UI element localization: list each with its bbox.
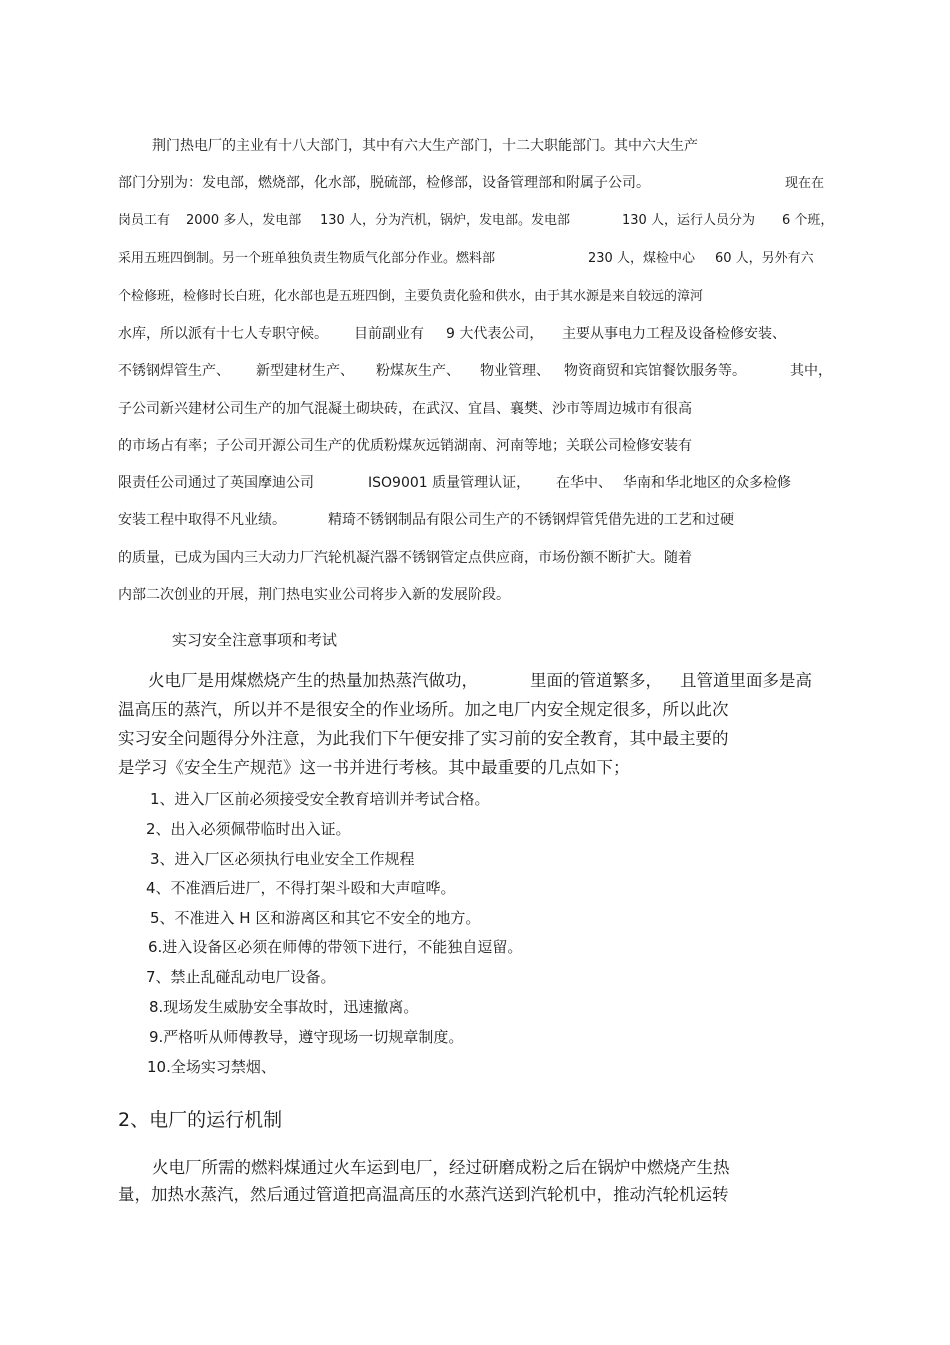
para1-line: 个检修班，检修时长白班，化水部也是五班四倒，主要负责化验和供水，由于其水源是来自较远的漳河 xyxy=(118,289,704,304)
text-span: 6 个班， xyxy=(782,213,834,228)
para2-line: 温高压的蒸汽，所以并不是很安全的作业场所。加之电厂内安全规定很多，所以此次 xyxy=(118,700,729,719)
para1-line: 荆门热电厂的主业有十八大部门，其中有六大生产部门，十二大职能部门。其中六大生产 xyxy=(152,138,698,154)
rule-item: 1、进入厂区前必须接受安全教育培训并考试合格。 xyxy=(150,790,490,808)
text-span: 岗员工有 xyxy=(118,213,171,228)
para2-line xyxy=(148,671,812,690)
para1-line xyxy=(118,326,786,342)
text-span: 水库，所以派有十七人专职守候。 xyxy=(118,326,328,342)
section-heading: 2、电厂的运行机制 xyxy=(118,1109,283,1131)
text-span: 物资商贸和宾馆餐饮服务等。 xyxy=(564,363,746,379)
rule-item: 7、禁止乱碰乱动电厂设备。 xyxy=(146,968,336,986)
text-span: 在华中、 xyxy=(556,475,612,491)
para1-line: 的质量，已成为国内三大动力厂汽轮机凝汽器不锈钢管定点供应商，市场份额不断扩大。随着 xyxy=(118,550,692,566)
text-span: 130 人，运行人员分为 xyxy=(622,213,755,228)
para1-line xyxy=(118,175,825,191)
para1-line xyxy=(118,363,832,379)
text-span: ISO9001 质量管理认证， xyxy=(368,475,531,491)
text-span: 主要从事电力工程及设备检修安装、 xyxy=(562,326,786,342)
text-span: 部门分别为：发电部，燃烧部，化水部，脱硫部，检修部，设备管理部和附属子公司。 xyxy=(118,175,650,191)
rule-item: 9.严格听从师傅教导，遵守现场一切规章制度。 xyxy=(149,1028,464,1046)
rule-item: 4、不准酒后进厂，不得打架斗殴和大声喧哗。 xyxy=(146,879,456,897)
text-span: 采用五班四倒制。另一个班单独负责生物质气化部分作业。燃料部 xyxy=(118,251,496,266)
para1-line xyxy=(118,251,814,266)
text-span: 物业管理、 xyxy=(480,363,550,379)
text-span: 2000 多人，发电部 xyxy=(186,213,302,228)
para1-line: 子公司新兴建材公司生产的加气混凝土砌块砖，在武汉、宜昌、襄樊、沙市等周边城市有很高 xyxy=(118,401,692,417)
rule-item: 6.进入设备区必须在师傅的带领下进行，不能独自逗留。 xyxy=(148,938,523,956)
text-span: 且管道里面多是高 xyxy=(680,671,812,690)
para1-line xyxy=(118,475,791,491)
para2-line: 是学习《安全生产规范》这一书并进行考核。其中最重要的几点如下； xyxy=(118,758,630,777)
text-span: 火电厂是用煤燃烧产生的热量加热蒸汽做功， xyxy=(148,671,478,690)
text-span: 现在在 xyxy=(785,176,825,191)
section-heading: 实习安全注意事项和考试 xyxy=(172,631,338,649)
para1-line xyxy=(118,512,734,528)
text-span: 目前副业有 xyxy=(354,326,424,342)
text-span: 安装工程中取得不凡业绩。 xyxy=(118,512,286,528)
rule-item: 10.全场实习禁烟、 xyxy=(147,1058,276,1076)
text-span: 华南和华北地区的众多检修 xyxy=(623,475,791,491)
para1-line xyxy=(118,213,834,228)
text-span: 新型建材生产、 xyxy=(256,363,354,379)
text-span: 9 大代表公司， xyxy=(446,326,544,342)
text-span: 粉煤灰生产、 xyxy=(376,363,460,379)
text-span: 限责任公司通过了英国摩迪公司 xyxy=(118,475,314,491)
text-span: 130 人，分为汽机，锅炉，发电部。发电部 xyxy=(320,213,570,228)
text-span: 里面的管道繁多， xyxy=(530,671,662,690)
para1-line: 的市场占有率；子公司开源公司生产的优质粉煤灰远销湖南、河南等地；关联公司检修安装有 xyxy=(118,438,692,454)
rule-item: 8.现场发生威胁安全事故时，迅速撤离。 xyxy=(149,998,419,1016)
text-span: 不锈钢焊管生产、 xyxy=(118,363,230,379)
rule-item: 3、进入厂区必须执行电业安全工作规程 xyxy=(150,850,415,868)
text-span: 230 人，煤检中心 xyxy=(588,251,695,266)
text-span: 精琦不锈钢制品有限公司生产的不锈钢焊管凭借先进的工艺和过硬 xyxy=(328,512,734,528)
para3-line: 火电厂所需的燃料煤通过火车运到电厂，经过研磨成粉之后在锅炉中燃烧产生热 xyxy=(152,1158,730,1177)
para1-line: 内部二次创业的开展，荆门热电实业公司将步入新的发展阶段。 xyxy=(118,587,510,603)
text-span: 60 人，另外有六 xyxy=(715,251,814,266)
rule-item: 2、出入必须佩带临时出入证。 xyxy=(146,820,351,838)
para2-line: 实习安全问题得分外注意，为此我们下午便安排了实习前的安全教育，其中最主要的 xyxy=(118,729,729,748)
para3-line: 量，加热水蒸汽，然后通过管道把高温高压的水蒸汽送到汽轮机中，推动汽轮机运转 xyxy=(118,1185,729,1204)
rule-item: 5、不准进入 H 区和游离区和其它不安全的地方。 xyxy=(150,909,481,927)
text-span: 其中， xyxy=(790,363,832,379)
